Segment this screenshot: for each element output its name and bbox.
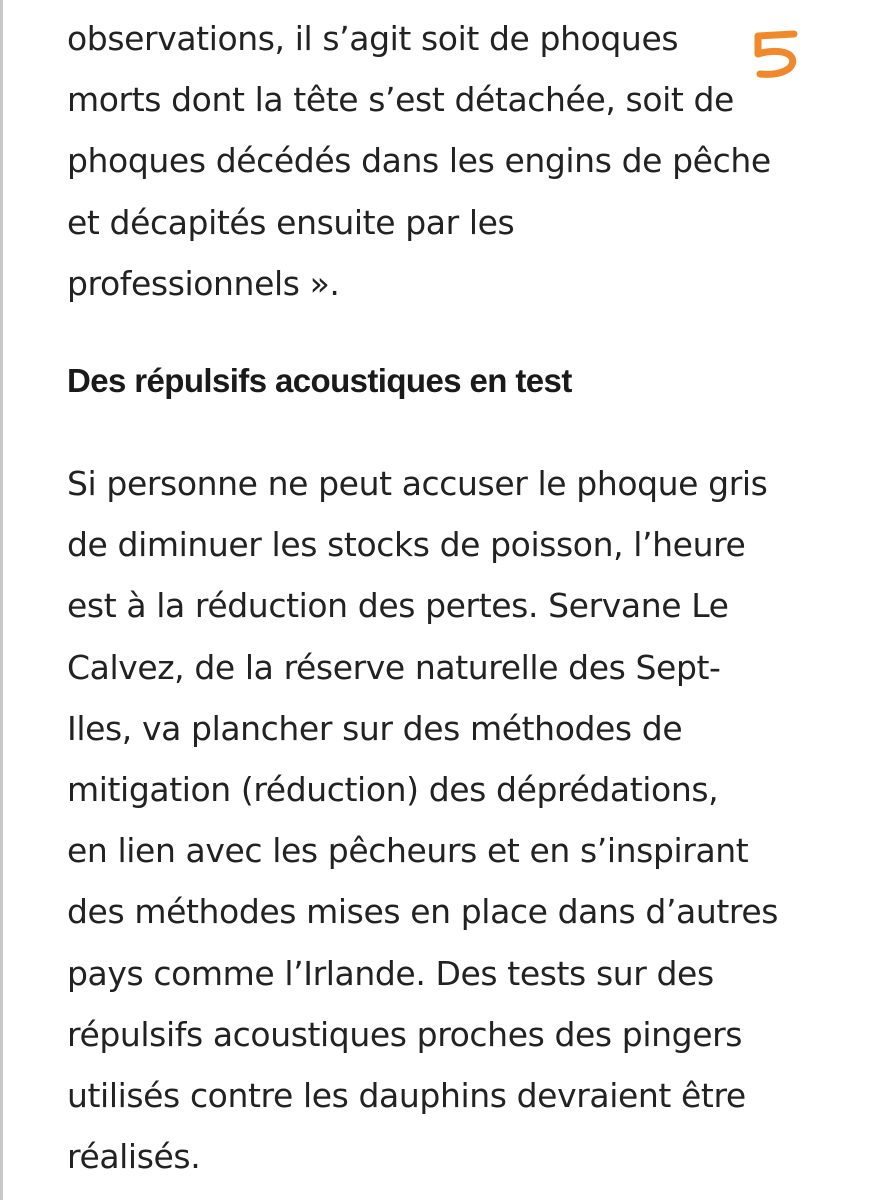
text-line: observations, il s’agit soit de phoques — [67, 19, 679, 58]
text-line: en lien avec les pêcheurs et en s’inspirant — [67, 831, 749, 871]
text-line: phoques décédés dans les engins de pêche — [67, 141, 771, 181]
text-line: morts dont la tête s’est détachée, soit de — [67, 80, 734, 120]
text-line: des méthodes mises en place dans d’autres — [67, 892, 779, 932]
text-line: professionnels ». — [67, 263, 340, 303]
paragraph-acoustic-repellents — [67, 453, 778, 1187]
text-line: répulsifs acoustiques proches des pingers — [67, 1014, 743, 1054]
paragraph-seal-heads — [67, 8, 837, 314]
text-line: pays comme l’Irlande. Des tests sur des — [67, 953, 714, 993]
handwritten-page-number — [748, 28, 808, 82]
text-line: Si personne ne peut accuser le phoque gris — [67, 464, 768, 503]
text-line: et décapités ensuite par les — [67, 202, 515, 242]
text-line: mitigation (réduction) des déprédations, — [67, 770, 719, 810]
article-body — [67, 8, 837, 1177]
text-line: de diminuer les stocks de poisson, l’heure — [67, 525, 746, 565]
text-line: est à la réduction des pertes. Servane Le — [67, 586, 729, 626]
text-line: Iles, va plancher sur des méthodes de — [67, 708, 683, 748]
text-line: utilisés contre les dauphins devraient être — [67, 1076, 746, 1116]
page-left-border — [0, 0, 3, 1200]
text-line: réalisés. — [67, 1137, 201, 1177]
text-line: Calvez, de la réserve naturelle des Sept- — [67, 647, 721, 687]
section-heading: Des répulsifs acoustiques en test — [67, 362, 572, 399]
